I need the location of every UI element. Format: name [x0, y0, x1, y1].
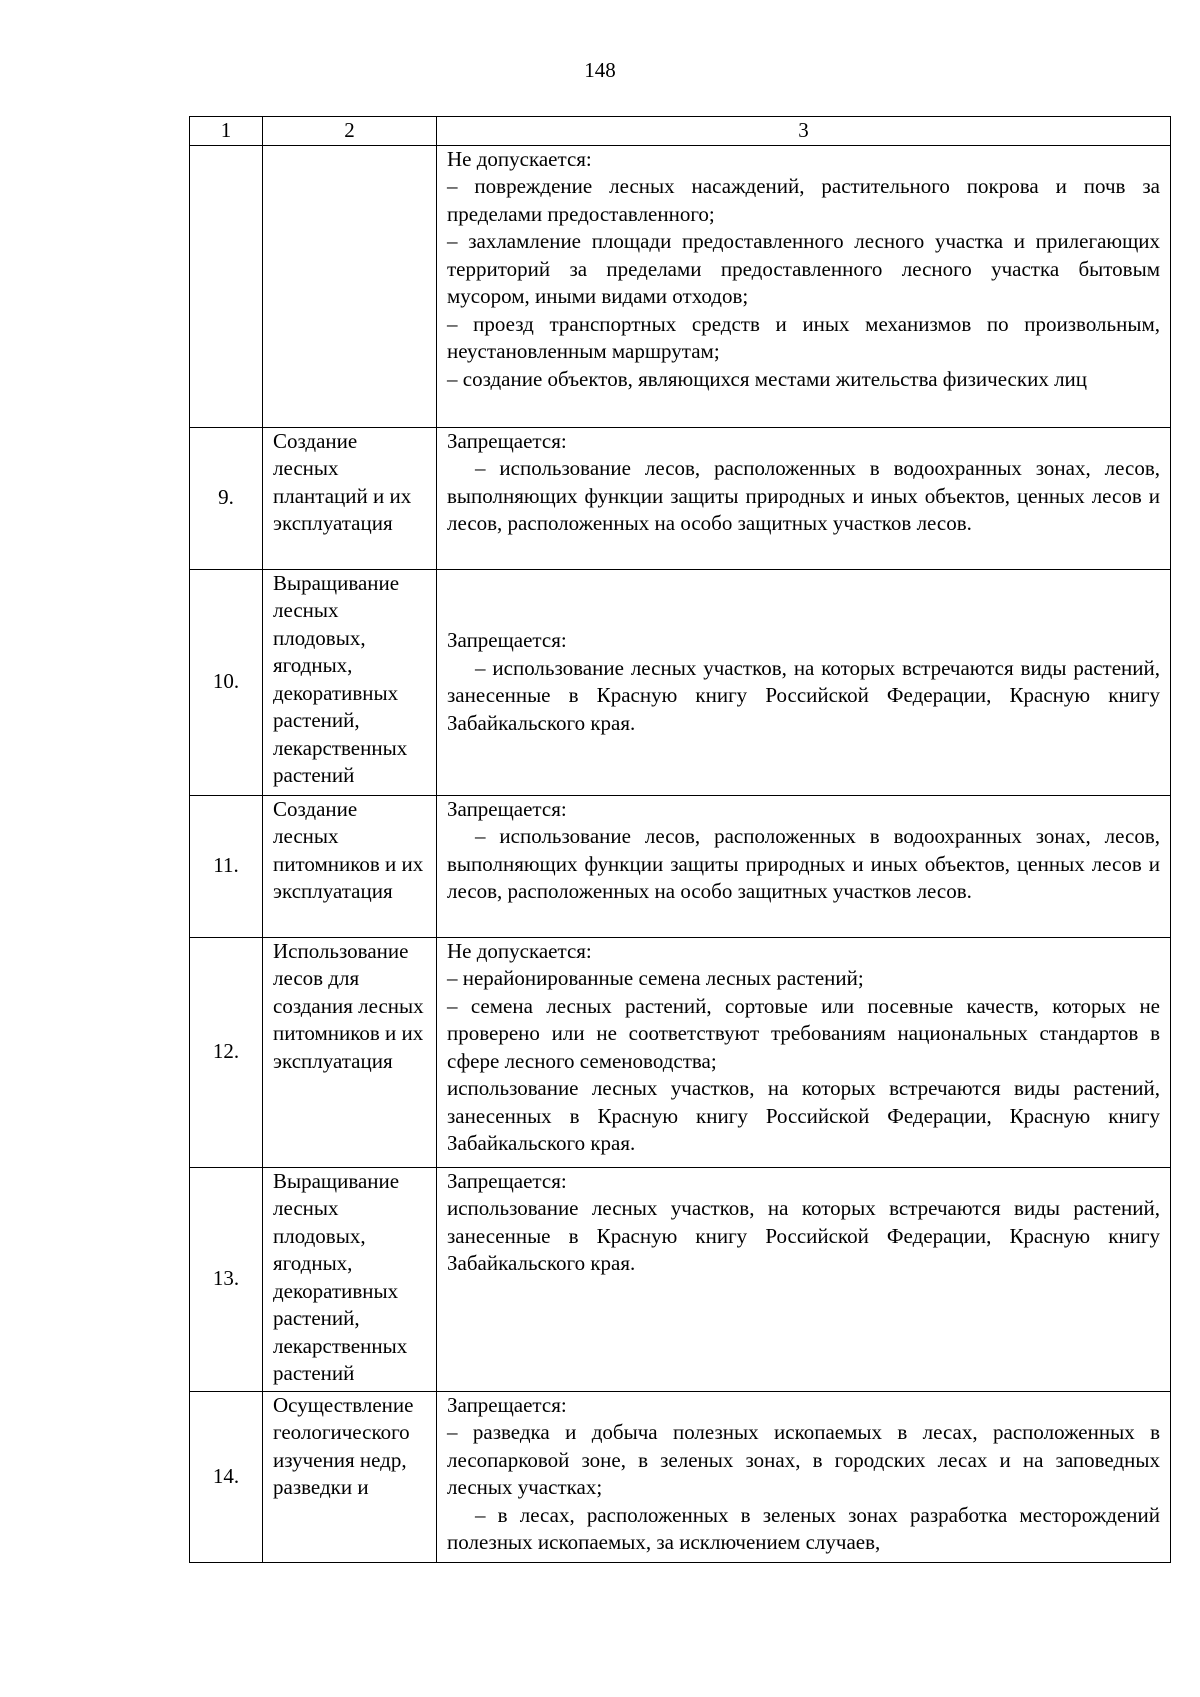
row-restrictions — [437, 795, 1171, 937]
row-restrictions — [437, 1167, 1171, 1391]
row-restrictions — [437, 427, 1171, 569]
row-number: 12. — [190, 937, 263, 1167]
restriction-line: – нерайонированные семена лесных растений; — [447, 966, 864, 990]
restriction-line: Не допускается: — [447, 938, 592, 963]
restriction-line: – в лесах, расположенных в зеленых зонах разработка месторождений полезных ископаемых, за исключением случаев, — [447, 1502, 1160, 1554]
row-number: 13. — [190, 1167, 263, 1391]
row-restrictions — [437, 937, 1171, 1167]
table-row — [190, 1167, 1171, 1391]
row-activity: Выращивание лесных плодовых, ягодных, декоративных растений, лекарственных растений — [263, 569, 437, 795]
restriction-line: Запрещается: — [447, 1168, 567, 1193]
row-activity: Выращивание лесных плодовых, ягодных, декоративных растений, лекарственных растений — [263, 1167, 437, 1391]
table-row — [190, 795, 1171, 937]
column-header-number: 1 — [190, 117, 263, 146]
table-header-row — [190, 117, 1171, 146]
restriction-line: – использование лесов, расположенных в водоохранных зонах, лесов, выполняющих функции защиты природных и иных объектов, ценных лесов и лесов, расположенных на особо защитных участков лесов. — [447, 824, 1160, 903]
restriction-line: – повреждение лесных насаждений, растительного покрова и почв за пределами предоставленного; — [447, 174, 1160, 226]
row-activity: Использование лесов для создания лесных питомников и их эксплуатация — [263, 937, 437, 1167]
restriction-line: Запрещается: — [447, 628, 567, 652]
row-activity: Создание лесных питомников и их эксплуатация — [263, 795, 437, 937]
row-activity: Осуществление геологического изучения недр, разведки и — [263, 1391, 437, 1562]
table-row — [190, 569, 1171, 795]
row-number: 14. — [190, 1391, 263, 1562]
column-header-restrictions: 3 — [437, 117, 1171, 146]
row-activity — [263, 145, 437, 427]
page-number: 148 — [584, 58, 616, 82]
table-row — [190, 427, 1171, 569]
restriction-line: Запрещается: — [447, 1392, 567, 1417]
row-restrictions — [437, 1391, 1171, 1562]
row-activity: Создание лесных плантаций и их эксплуатация — [263, 427, 437, 569]
column-header-activity: 2 — [263, 117, 437, 146]
restriction-line: использование лесных участков, на которых встречаются виды растений, занесенных в Красную книгу Российской Федерации, Красную книгу Забайкальского края. — [447, 1076, 1160, 1155]
restriction-line: использование лесных участков, на которых встречаются виды растений, занесенные в Красную книгу Российской Федерации, Красную книгу Забайкальского края. — [447, 1196, 1160, 1275]
restriction-line: Не допускается: — [447, 146, 592, 171]
restriction-line: – разведка и добыча полезных ископаемых в лесах, расположенных в лесопарковой зоне, в зеленых зонах, в городских лесах и на заповедных лесных участках; — [447, 1420, 1160, 1499]
row-number — [190, 145, 263, 427]
restrictions-table — [189, 116, 1171, 1563]
restriction-line: – захламление площади предоставленного лесного участка и прилегающих территорий за пределами предоставленного лесного участка бытовым мусором, иными видами отходов; — [447, 229, 1160, 308]
table-row — [190, 937, 1171, 1167]
restriction-line: – использование лесов, расположенных в водоохранных зонах, лесов, выполняющих функции защиты природных и иных объектов, ценных лесов и лесов, расположенных на особо защитных участков лесов. — [447, 456, 1160, 535]
restriction-line: – использование лесных участков, на которых встречаются виды растений, занесенные в Красную книгу Российской Федерации, Красную книгу Забайкальского края. — [447, 655, 1160, 735]
restriction-line: Запрещается: — [447, 796, 567, 821]
restriction-line: – семена лесных растений, сортовые или посевные качеств, которых не проверено или не соответствуют требованиям национальных стандартов в сфере лесного семеноводства; — [447, 993, 1160, 1073]
restriction-line: – проезд транспортных средств и иных механизмов по произвольным, неустановленным маршрутам; — [447, 311, 1160, 363]
row-restrictions — [437, 569, 1171, 795]
restriction-line: Запрещается: — [447, 428, 567, 453]
row-number: 11. — [190, 795, 263, 937]
table-row — [190, 1391, 1171, 1562]
restriction-line: – создание объектов, являющихся местами жительства физических лиц — [447, 366, 1088, 391]
row-number: 9. — [190, 427, 263, 569]
table-row — [190, 145, 1171, 427]
row-restrictions — [437, 145, 1171, 427]
row-number: 10. — [190, 569, 263, 795]
